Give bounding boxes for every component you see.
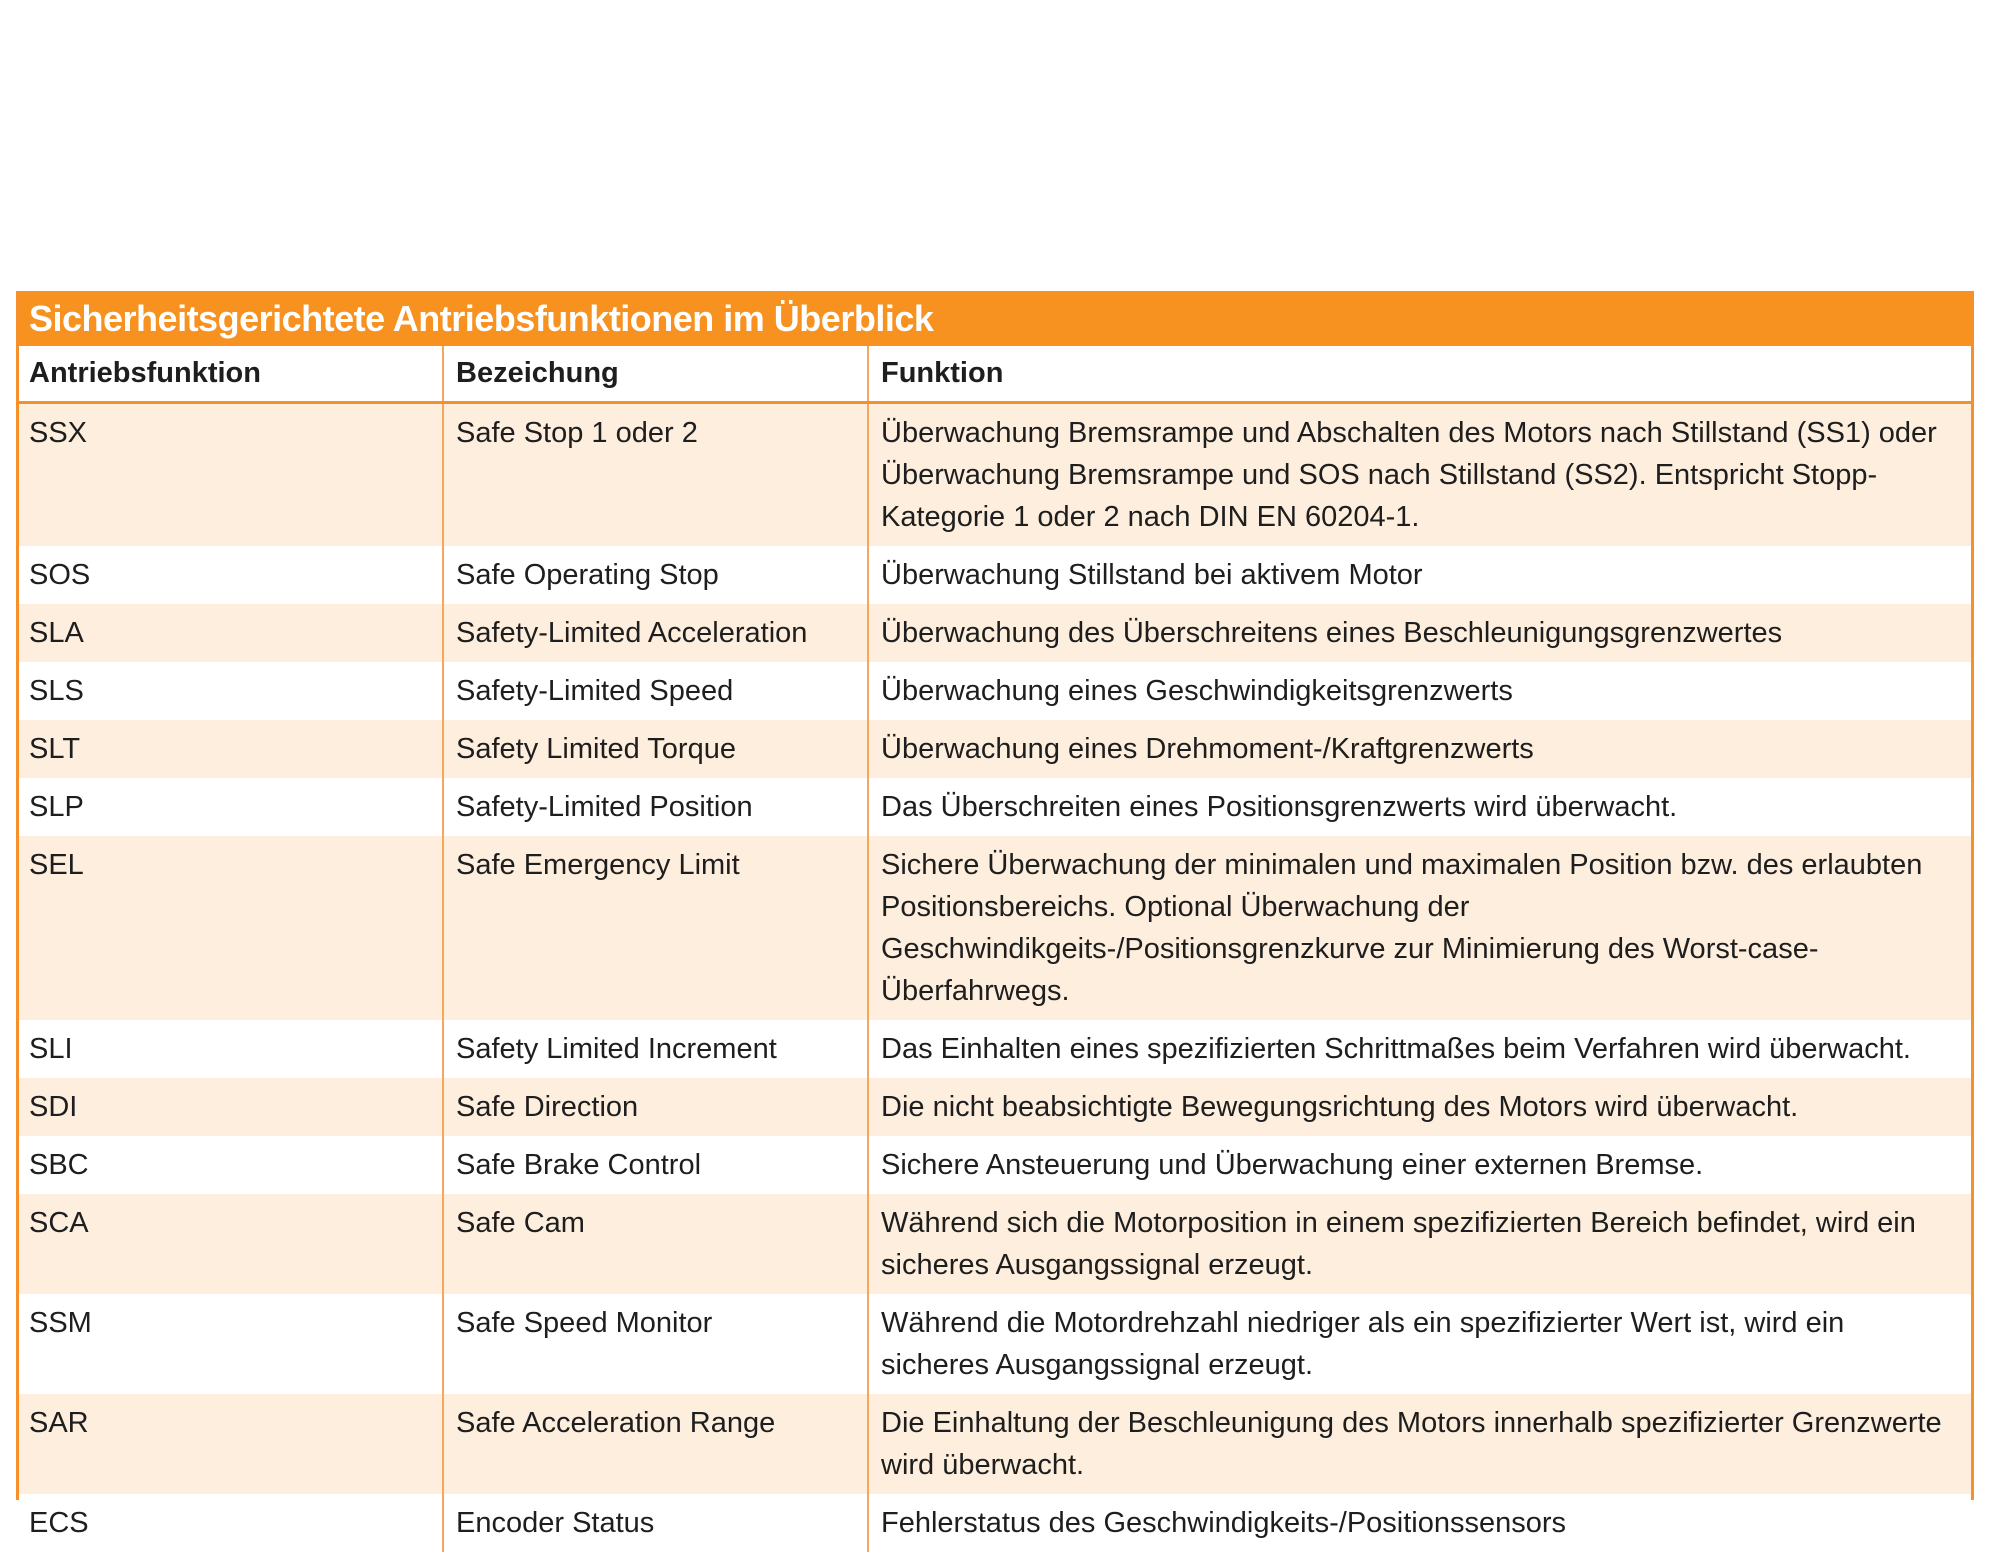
cell-code: SLP	[19, 778, 443, 836]
cell-code: SSM	[19, 1294, 443, 1394]
cell-name: Safe Operating Stop	[443, 546, 868, 604]
cell-description: Sichere Ansteuerung und Überwachung einer externen Bremse.	[868, 1136, 1971, 1194]
cell-description: Sichere Überwachung der minimalen und maximalen Position bzw. des erlaubten Positionsbereichs. Optional Überwachung der Geschwindikgeits-/Positionsgrenzkurve zur Minimierung des Worst-case-Überfahrwegs.	[868, 836, 1971, 1020]
cell-description: Das Überschreiten eines Positionsgrenzwerts wird überwacht.	[868, 778, 1971, 836]
cell-description: Überwachung eines Geschwindigkeitsgrenzwerts	[868, 662, 1971, 720]
table-row	[19, 1136, 1971, 1194]
cell-description: Fehlerstatus des Geschwindigkeits-/Positionssensors	[868, 1494, 1971, 1552]
cell-name: Safe Emergency Limit	[443, 836, 868, 1020]
cell-code: ECS	[19, 1494, 443, 1552]
cell-description: Überwachung eines Drehmoment-/Kraftgrenzwerts	[868, 720, 1971, 778]
cell-code: SLA	[19, 604, 443, 662]
table-row	[19, 836, 1971, 1020]
table-row	[19, 402, 1971, 546]
cell-description: Während sich die Motorposition in einem spezifizierten Bereich befindet, wird ein sicheres Ausgangssignal erzeugt.	[868, 1194, 1971, 1294]
column-header-funktion: Funktion	[868, 346, 1971, 402]
table-row	[19, 546, 1971, 604]
drive-functions-table-panel	[16, 291, 1974, 1539]
cell-name: Safe Speed Monitor	[443, 1294, 868, 1394]
cell-name: Safe Brake Control	[443, 1136, 868, 1194]
table-title: Sicherheitsgerichtete Antriebsfunktionen im Überblick	[19, 291, 1971, 346]
cell-code: SOS	[19, 546, 443, 604]
cell-name: Safety Limited Increment	[443, 1020, 868, 1078]
table-row	[19, 1078, 1971, 1136]
table-row	[19, 1294, 1971, 1394]
cell-description: Die nicht beabsichtigte Bewegungsrichtung des Motors wird überwacht.	[868, 1078, 1971, 1136]
cell-name: Safety-Limited Position	[443, 778, 868, 836]
cell-description: Die Einhaltung der Beschleunigung des Motors innerhalb spezifizierter Grenzwerte wird überwacht.	[868, 1394, 1971, 1494]
cell-name: Safety-Limited Acceleration	[443, 604, 868, 662]
cell-code: SLI	[19, 1020, 443, 1078]
column-header-bezeichung: Bezeichung	[443, 346, 868, 402]
table-row	[19, 604, 1971, 662]
cell-name: Safe Stop 1 oder 2	[443, 402, 868, 546]
cell-name: Encoder Status	[443, 1494, 868, 1552]
table-row	[19, 720, 1971, 778]
column-header-antriebsfunktion: Antriebsfunktion	[19, 346, 443, 402]
cell-code: SEL	[19, 836, 443, 1020]
table-row	[19, 778, 1971, 836]
cell-code: SLT	[19, 720, 443, 778]
cell-name: Safety Limited Torque	[443, 720, 868, 778]
cell-code: SDI	[19, 1078, 443, 1136]
drive-functions-table	[19, 346, 1971, 1552]
cell-description: Während die Motordrehzahl niedriger als ein spezifizierter Wert ist, wird ein sicheres Ausgangssignal erzeugt.	[868, 1294, 1971, 1394]
cell-code: SAR	[19, 1394, 443, 1494]
cell-code: SBC	[19, 1136, 443, 1194]
table-row	[19, 1194, 1971, 1294]
table-header-row	[19, 346, 1971, 402]
cell-name: Safe Direction	[443, 1078, 868, 1136]
cell-code: SSX	[19, 402, 443, 546]
cell-description: Überwachung des Überschreitens eines Beschleunigungsgrenzwertes	[868, 604, 1971, 662]
cell-description: Überwachung Bremsrampe und Abschalten des Motors nach Stillstand (SS1) oder Überwachung Bremsrampe und SOS nach Stillstand (SS2). Entspricht Stopp-Kategorie 1 oder 2 nach DIN EN 60204-1.	[868, 402, 1971, 546]
cell-name: Safe Acceleration Range	[443, 1394, 868, 1494]
cell-name: Safety-Limited Speed	[443, 662, 868, 720]
table-row	[19, 1394, 1971, 1494]
cell-name: Safe Cam	[443, 1194, 868, 1294]
cell-description: Überwachung Stillstand bei aktivem Motor	[868, 546, 1971, 604]
table-row	[19, 662, 1971, 720]
cell-code: SCA	[19, 1194, 443, 1294]
cell-code: SLS	[19, 662, 443, 720]
table-row	[19, 1494, 1971, 1552]
cell-description: Das Einhalten eines spezifizierten Schrittmaßes beim Verfahren wird überwacht.	[868, 1020, 1971, 1078]
table-row	[19, 1020, 1971, 1078]
